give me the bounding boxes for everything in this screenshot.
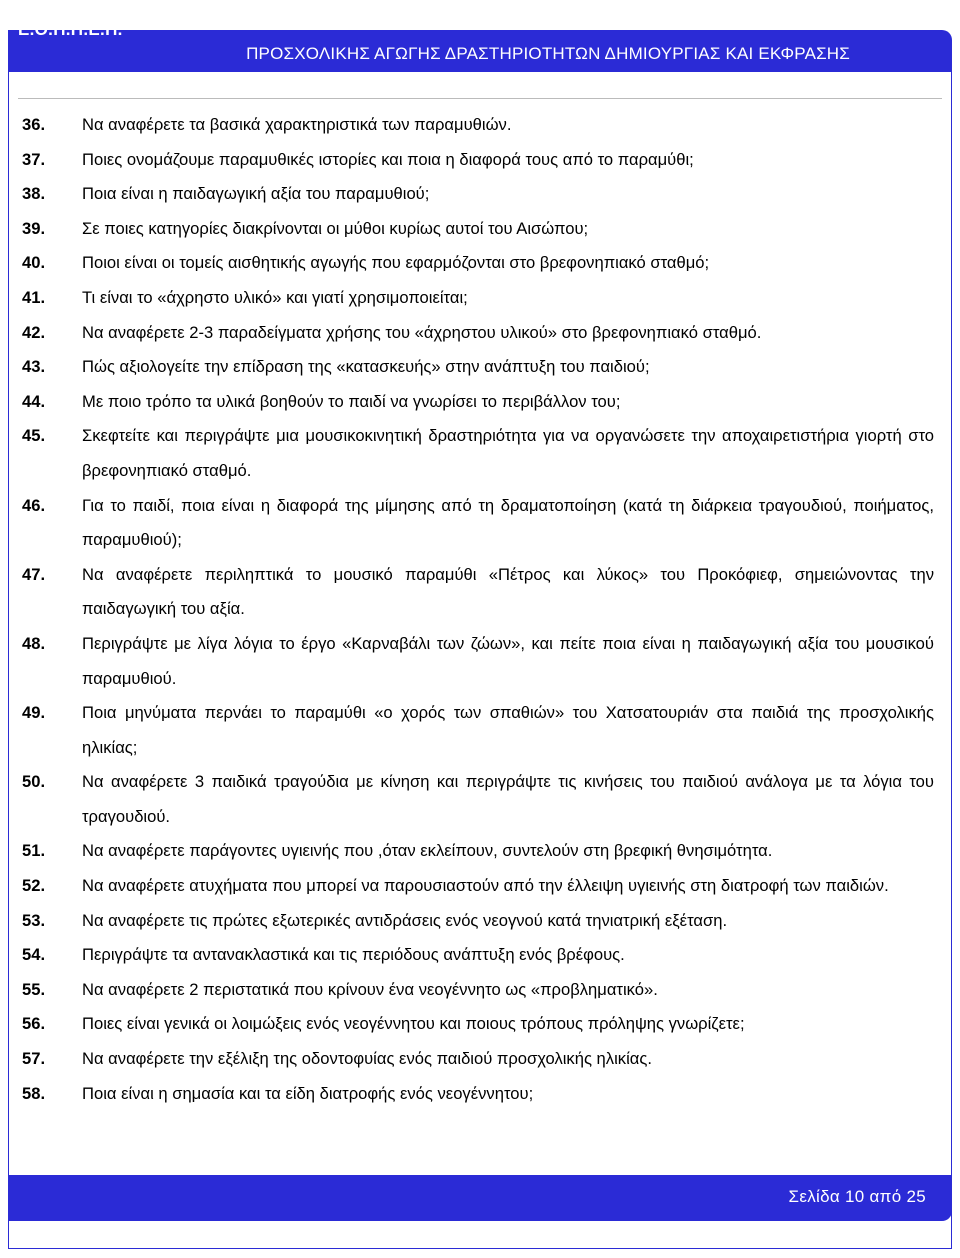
question-item xyxy=(22,973,934,1008)
question-text: Ποια μηνύματα περνάει το παραμύθι «ο χορός των σπαθιών» του Χατσατουριάν στα παιδιά της προσχολικής ηλικίας; xyxy=(82,703,934,757)
question-item xyxy=(22,869,934,904)
question-number: 37. xyxy=(22,149,46,169)
question-item xyxy=(22,212,934,247)
question-number: 40. xyxy=(22,253,46,273)
question-item xyxy=(22,350,934,385)
question-text: Να αναφέρετε την εξέλιξη της οδοντοφυίας ενός παιδιού προσχολικής ηλικίας. xyxy=(82,1049,652,1069)
question-text: Σε ποιες κατηγορίες διακρίνονται οι μύθοι κυρίως αυτοί του Αισώπου; xyxy=(82,218,589,238)
question-item xyxy=(22,938,934,973)
question-text: Με ποιο τρόπο τα υλικά βοηθούν το παιδί να γνωρίσει το περιβάλλον του; xyxy=(82,391,621,411)
question-text: Ποιες είναι γενικά οι λοιμώξεις ενός νεογέννητου και ποιους τρόπους πρόληψης γνωρίζετε; xyxy=(82,1014,745,1034)
question-text: Σκεφτείτε και περιγράψτε μια μουσικοκινητική δραστηριότητα για να οργανώσετε την αποχαιρετιστήρια γιορτή στο βρεφονηπιακό σταθμό. xyxy=(82,426,934,480)
question-item xyxy=(22,696,934,765)
question-number: 39. xyxy=(22,218,46,238)
organization-name: Ε.Ο.Π.Π.Ε.Π. xyxy=(18,20,123,39)
question-number: 52. xyxy=(22,876,46,896)
question-text: Για το παιδί, ποια είναι η διαφορά της μίμησης από τη δραματοποίηση (κατά τη διάρκεια τραγουδιού, ποιήματος, παραμυθιού); xyxy=(82,495,934,550)
question-number: 53. xyxy=(22,910,46,930)
question-text: Ποιοι είναι οι τομείς αισθητικής αγωγής που εφαρμόζονται στο βρεφονηπιακό σταθμό; xyxy=(82,253,710,273)
question-item xyxy=(22,316,934,351)
question-text: Να αναφέρετε παράγοντες υγιεινής που ,όταν εκλείπουν, συντελούν στη βρεφική θνησιμότητα. xyxy=(82,841,773,861)
question-number: 49. xyxy=(22,703,46,723)
question-number: 44. xyxy=(22,391,46,411)
page-number: Σελίδα 10 από 25 xyxy=(788,1187,926,1206)
question-text: Ποια είναι η σημασία και τα είδη διατροφής ενός νεογέννητου; xyxy=(82,1083,534,1103)
question-number: 45. xyxy=(22,426,46,446)
question-text: Πώς αξιολογείτε την επίδραση της «κατασκευής» στην ανάπτυξη του παιδιού; xyxy=(82,357,650,377)
question-number: 36. xyxy=(22,115,46,134)
question-item xyxy=(22,834,934,869)
question-number: 51. xyxy=(22,841,46,861)
question-item xyxy=(22,419,934,488)
question-text: Ποιες ονομάζουμε παραμυθικές ιστορίες και ποια η διαφορά τους από το παραμύθι; xyxy=(82,149,694,169)
question-text: Τι είναι το «άχρηστο υλικό» και γιατί χρησιμοποιείται; xyxy=(82,287,468,307)
question-text: Περιγράψτε τα αντανακλαστικά και τις περιόδους ανάπτυξη ενός βρέφους. xyxy=(82,945,625,965)
question-number: 57. xyxy=(22,1049,46,1069)
question-item xyxy=(22,1007,934,1042)
question-item xyxy=(22,143,934,178)
question-text: Να αναφέρετε τα βασικά χαρακτηριστικά των παραμυθιών. xyxy=(82,115,512,134)
divider xyxy=(18,98,942,99)
footer-bar xyxy=(8,1175,952,1221)
question-item xyxy=(22,246,934,281)
question-number: 38. xyxy=(22,184,46,204)
question-text: Να αναφέρετε 3 παιδικά τραγούδια με κίνηση και περιγράψτε τις κινήσεις του παιδιού ανάλογα με τα λόγια του τραγουδιού. xyxy=(82,772,934,826)
question-number: 41. xyxy=(22,287,46,307)
question-item xyxy=(22,1077,934,1112)
question-number: 47. xyxy=(22,564,46,584)
question-item xyxy=(22,558,934,627)
question-text: Να αναφέρετε περιληπτικά το μουσικό παραμύθι «Πέτρος και λύκος» του Προκόφιεφ, σημειώνοντας την παιδαγωγική του αξία. xyxy=(82,564,934,619)
question-item xyxy=(22,627,934,696)
question-item xyxy=(22,385,934,420)
question-text: Να αναφέρετε 2-3 παραδείγματα χρήσης του «άχρηστου υλικού» στο βρεφονηπιακό σταθμό. xyxy=(82,322,762,342)
question-item xyxy=(22,489,934,558)
question-text: Ποια είναι η παιδαγωγική αξία του παραμυθιού; xyxy=(82,184,430,204)
question-text: Περιγράψτε με λίγα λόγια το έργο «Καρναβάλι των ζώων», και πείτε ποια είναι η παιδαγωγική αξία του μουσικού παραμυθιού. xyxy=(82,633,934,688)
question-text: Να αναφέρετε ατυχήματα που μπορεί να παρουσιαστούν από την έλλειψη υγιεινής στη διατροφή των παιδιών. xyxy=(82,876,889,896)
question-item xyxy=(22,904,934,939)
question-item xyxy=(22,1042,934,1077)
question-number: 54. xyxy=(22,945,46,965)
question-item xyxy=(22,765,934,834)
question-item xyxy=(22,177,934,212)
question-number: 55. xyxy=(22,979,46,999)
question-list xyxy=(22,108,934,1111)
question-number: 42. xyxy=(22,322,46,342)
question-number: 58. xyxy=(22,1083,46,1103)
question-item xyxy=(22,108,934,143)
question-item xyxy=(22,281,934,316)
question-number: 43. xyxy=(22,357,46,377)
header-title: ΠΡΟΣΧΟΛΙΚΗΣ ΑΓΩΓΗΣ ΔΡΑΣΤΗΡΙΟΤΗΤΩΝ ΔΗΜΙΟΥΡΓΙΑΣ ΚΑΙ ΕΚΦΡΑΣΗΣ xyxy=(246,44,850,63)
question-number: 56. xyxy=(22,1014,46,1034)
question-number: 48. xyxy=(22,633,46,653)
question-text: Να αναφέρετε 2 περιστατικά που κρίνουν ένα νεογέννητο ως «προβληματικό». xyxy=(82,979,658,999)
question-number: 50. xyxy=(22,772,46,792)
question-number: 46. xyxy=(22,495,46,515)
question-text: Να αναφέρετε τις πρώτες εξωτερικές αντιδράσεις ενός νεογνού κατά τηνιατρική εξέταση. xyxy=(82,910,728,930)
